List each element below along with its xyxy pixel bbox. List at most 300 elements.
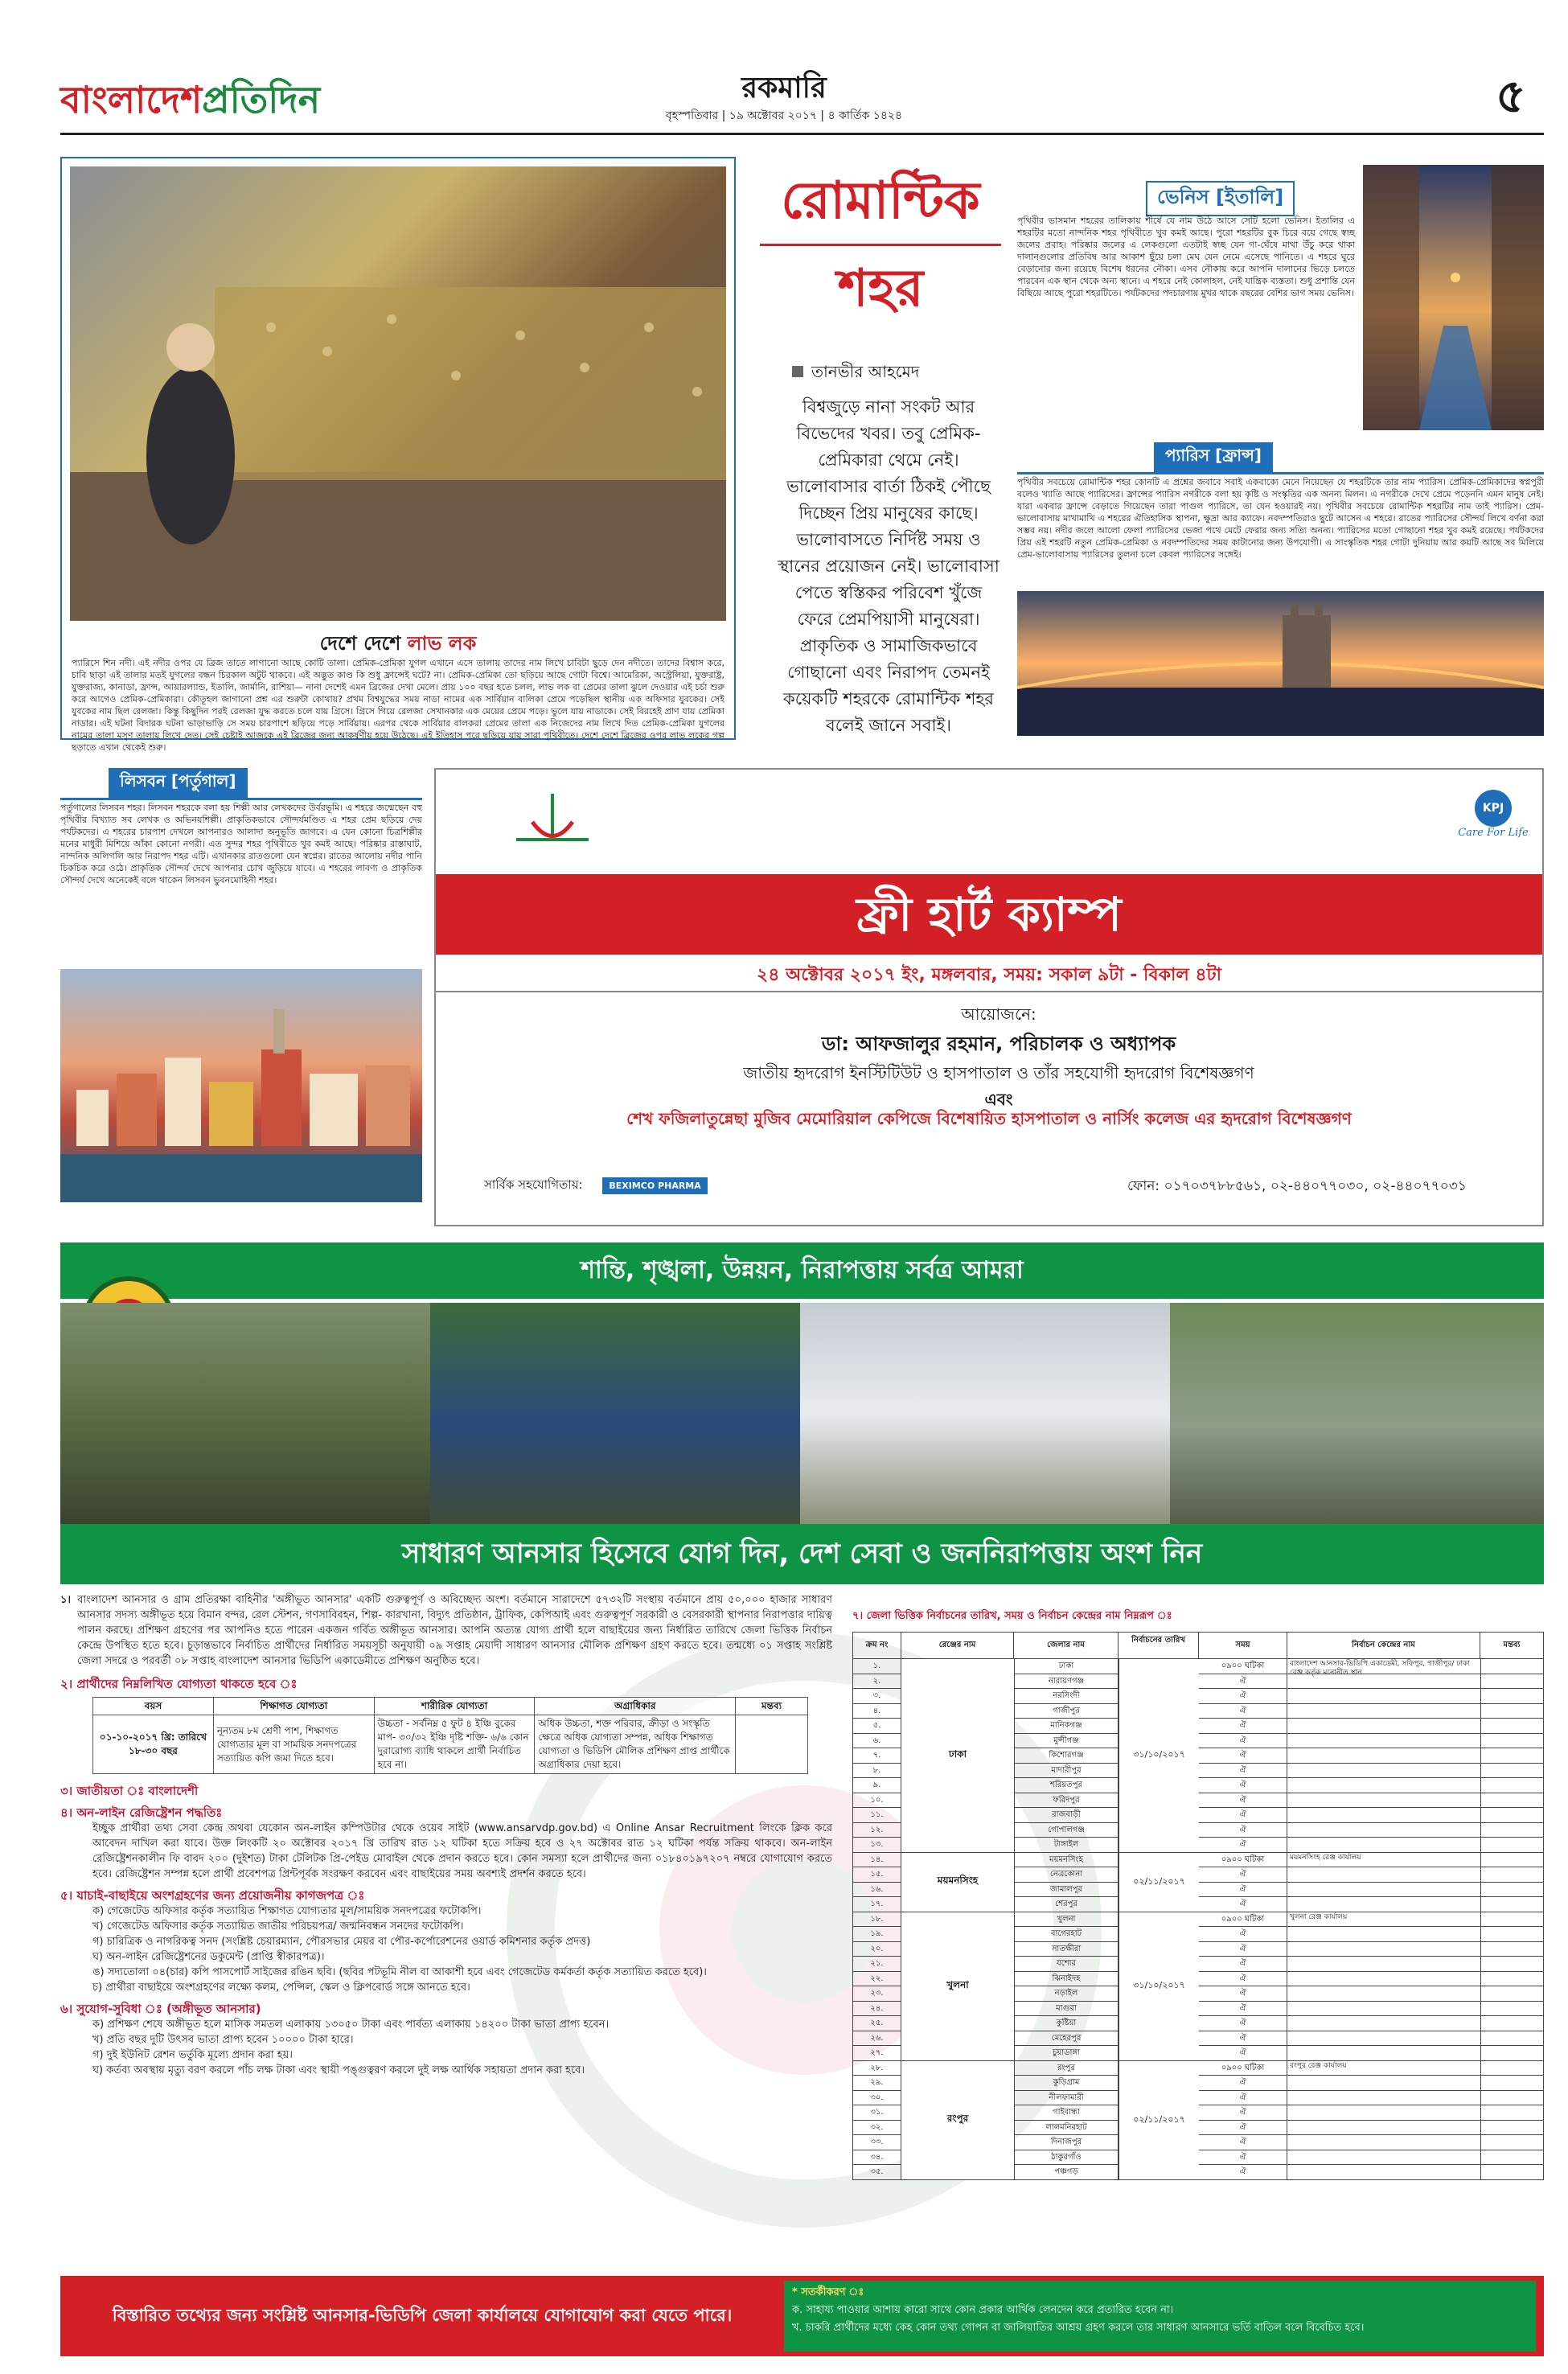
sched-time: ঐ: [1199, 2031, 1287, 2047]
sched-remark-cell: [1480, 1838, 1543, 1853]
paris-illustration: [1017, 591, 1544, 736]
sched-serial: ২৮.: [853, 2061, 901, 2076]
sched-center: [1287, 1957, 1480, 1972]
feature-intro: বিশ্বজুড়ে নানা সংকট আর বিভেদের খবর। তবু প্রেমিক-প্রেমিকারা থেমে নেই। ভালোবাসার বার্তা ঠিকই পৌছে দিচ্ছেন প্রিয় মানুষের কাছে। ভালোবাসতে নির্দিষ্ট সময় ও স্থানের প্রয়োজন নেই। ভালোবাসা পেতে স্বস্তিকর পরিবেশ খুঁজে ফেরে প্রেমপিয়াসী মানুষেরা। প্রাকৃতিক ও সামাজিকভাবে গোছানো এবং নিরাপদ তেমনই কয়েকটি শহরকে রোমান্টিক শহর বলেই জানে সবাই।: [778, 397, 999, 735]
sched-center: [1287, 1748, 1480, 1764]
sched-district: সাতক্ষীরা: [1014, 1942, 1119, 1957]
lisbon-box: [60, 768, 422, 1226]
sched-time: ঐ: [1199, 2076, 1287, 2091]
sched-serial: ২.: [853, 1674, 901, 1690]
sched-date: ৩১/১০/২০১৭: [1119, 1912, 1199, 2061]
sched-district: কুষ্টিয়া: [1014, 2016, 1119, 2031]
lisbon-illustration: [60, 969, 422, 1202]
warning-item-2: খ. চাকরি প্রার্থীদের মধ্যে কেহ কোন তথ্য গোপন বা জালিয়াতির আশ্রয় গ্রহণ করলে তার সাধারণ আনসারে ভর্তি বাতিল বলে বিবেচিত হবে।: [792, 2322, 1365, 2334]
lovelock-title-a: দেশে দেশে: [319, 632, 408, 655]
sched-range: ময়মনসিংহ: [901, 1853, 1014, 1912]
schedule-header-row: [852, 1632, 1544, 1659]
sched-district: শেরপুর: [1014, 1897, 1119, 1912]
sched-center: [1287, 1704, 1480, 1719]
schedule-grid: [852, 1632, 1544, 2180]
sched-time: ঐ: [1199, 2002, 1287, 2017]
page-number: ৫: [1496, 68, 1526, 123]
ansar-photo-traffic: [1170, 1303, 1544, 1524]
sched-district: রংপুর: [1014, 2061, 1119, 2076]
sched-time: ঐ: [1199, 1748, 1287, 1764]
venice-box: [1017, 157, 1544, 434]
sched-remark-cell: [1480, 2076, 1543, 2091]
sched-time: ঐ: [1199, 2091, 1287, 2106]
sched-h-serial: ক্রম নং: [853, 1633, 901, 1658]
section4-heading: ৪। অন-লাইন রেজিষ্ট্রেশন পদ্ধতিঃ: [60, 1805, 223, 1820]
sched-time: ০৯০০ ঘটিকা: [1199, 1912, 1287, 1928]
sched-district: নীলফামারী: [1014, 2091, 1119, 2106]
paris-body: পৃথিবীর সবচেয়ে রোমান্টিক শহর কোনটি এ প্রশ্নের জবাবে সবাই একবাক্যে মেনে নিয়েছেন যে শহরটিকে তার নাম প্যারিস। প্রেমিক-প্রেমিকাদের স্বপ্নপুরী বলেও খ্যাতি আছে প্যারিসের। ফ্রান্সের প্যারিস নগরীকে বলা হয় কৃষ্টি ও সংস্কৃতির এক অনন্য মিলন। এ নগরীকে দেখে প্রেমে পড়েননি এমন মানুষ নেই। যারা একবার ফ্রান্সে বেড়াতে গিয়েছেন তারা পাগুল প্যারিসে, তা যেন হওয়ারই নয়। পৃথিবীর সবচেয়ে রোমান্টিক শহরটির নাম তাই প্যারিস। প্রেম-ভালোবাসায় মাখামাখি এ শহরের ঐতিহাসিক স্থাপনা, ক্ষুদ্রা আর ক্যাফে। নবদম্পতিরাও ছুটে আসেন এ শহরে। রাতের প্যারিসের সৌন্দর্য লিখে বর্ণনা করা সম্ভব নয়। নদীর জলে আলো ফেলা প্যারিসের ভেজা পথে মেটে ফেরার জন্য সত্যি অনন্য। প্যারিসের মতো গোছানো শহর খুব কমই রয়েছে। পর্যটকদের প্রিয় এই শহরটি নতুন প্রেমিক-প্রেমিকা ও নবদম্পতিদের সময় কাটানোর জন্য উপযোগী। এ সাংস্কৃতিক শহর গোটা দুনিয়ায় আর কয়টি আছে সব মিলিয়ে প্রেম-ভালোবাসায় প্যারিসের তুলনা চলে কেবল প্যারিসের সঙ্গেই।: [1017, 477, 1544, 560]
lovelock-title-b: লাভ লক: [407, 632, 477, 655]
sched-remark-cell: [1480, 1823, 1543, 1838]
sched-center: [1287, 2121, 1480, 2136]
qual-header-physical: শারীরিক যোগ্যতা: [374, 1698, 535, 1715]
lovelock-illustration: [70, 166, 726, 621]
sched-serial: ২৩.: [853, 1986, 901, 2002]
sched-time: ঐ: [1199, 2165, 1287, 2180]
sched-remark-cell: [1480, 1942, 1543, 1957]
sched-remark-cell: [1480, 1883, 1543, 1898]
sched-remark-cell: [1480, 1778, 1543, 1793]
sched-h-date: নির্বাচনের তারিখ: [1119, 1633, 1199, 1658]
sched-remark-cell: [1480, 1689, 1543, 1704]
sched-serial: ২২.: [853, 1972, 901, 1987]
sched-serial: ৩৪.: [853, 2150, 901, 2166]
byline-name: তানভীর আহমেদ: [811, 362, 920, 381]
ansar-photo-parade: [60, 1303, 430, 1524]
sched-time: ঐ: [1199, 2105, 1287, 2121]
sched-district: দিনাজপুর: [1014, 2135, 1119, 2150]
sched-time: ঐ: [1199, 1808, 1287, 1823]
sched-time: ঐ: [1199, 1897, 1287, 1912]
section6-heading: ৬। সুযোগ-সুবিধা ঃ (অঙ্গীভূত আনসার): [60, 2002, 261, 2016]
sched-time: ঐ: [1199, 2121, 1287, 2136]
sched-range: রংপুর: [901, 2061, 1014, 2180]
heart-camp-banner: [436, 874, 1542, 955]
sched-time: ঐ: [1199, 1927, 1287, 1942]
sched-time: ঐ: [1199, 2135, 1287, 2150]
logo-part2: প্রতিদিন: [202, 78, 321, 121]
lisbon-photo: [60, 969, 422, 1202]
sched-center: [1287, 1823, 1480, 1838]
sched-serial: ১৬.: [853, 1883, 901, 1898]
feature-title-line2: শহর: [837, 259, 924, 318]
sched-district: নারায়ণগঞ্জ: [1014, 1674, 1119, 1690]
sched-remark-cell: [1480, 1748, 1543, 1764]
sched-district: মেহেরপুর: [1014, 2031, 1119, 2047]
kpj-tagline: Care For Life: [1458, 827, 1529, 839]
sched-center: [1287, 2016, 1480, 2031]
section5-item: ঘ) অন-লাইন রেজিষ্ট্রেশনের ডকুমেন্ট (প্রাপ্তি স্বীকারপত্র)।: [92, 1951, 325, 1963]
sched-center: [1287, 1838, 1480, 1853]
sched-district: গাইবান্ধা: [1014, 2105, 1119, 2121]
sched-remark-cell: [1480, 1867, 1543, 1883]
sched-remark-cell: [1480, 2105, 1543, 2121]
sched-time: ঐ: [1199, 1793, 1287, 1809]
section2-heading: ২। প্রার্থীদের নিম্নলিখিত যোগ্যতা থাকতে হবে ঃ: [60, 1677, 298, 1691]
section1-text: বাংলাদেশ আনসার ও গ্রাম প্রতিরক্ষা বাহিনীর 'অঙ্গীভূত আনসার' একটি গুরুত্বপূর্ণ ও অবিচ্ছেদ্য অংশ। বর্তমানে সারাদেশে ৫৭৩২টি সংস্থায় বর্তমানে প্রায় ৫০,০০০ হাজার সাধারণ আনসার সদস্য অঙ্গীভূত হয়ে বিমান বন্দর, রেল স্টেশন, গণসাবিবহন, শিল্প- কারখানা, বিদ্যুৎ প্রতিষ্ঠান, ট্রাফিক, কেপিআই এবং গুরুত্বপূর্ণ সরকারী ও বেসরকারী স্থাপনার নিরাপত্তার দায়িত্ব পালন করছে। প্রশিক্ষণ গ্রহণের পর আপনিও হতে পারেন একজন গর্বিত অঙ্গীভূত আনসার। আপনি অত্যন্ত যোগ্য প্রার্থী হলে বাছাইয়ের জন্য নির্ধারিত তারিখে জেলা ভিত্তিক নির্বাচন কেন্দ্রে উপস্থিত হতে হবে। চূড়ান্তভাবে নির্বাচিত প্রার্থীদের নির্ধারিত সময়সূচী অনুযায়ী ০৯ সপ্তাহ মেয়াদী সাধারণ আনসার মৌলিক প্রশিক্ষণ গ্রহণ করতে হবে। তন্মধ্যে ০১ সপ্তাহ সংশ্লিষ্ট জেলা সদরে ও পরবর্তী ০৮ সপ্তাহ বাংলাদেশ আনসার ভিডিপি একাডেমীতে প্রশিক্ষণ অনুষ্ঠিত হবে।: [77, 1594, 832, 1667]
sched-serial: ৩১.: [853, 2105, 901, 2121]
heart-camp-organizer: [677, 1003, 1320, 1115]
sched-remark-cell: [1480, 2165, 1543, 2180]
sched-district: গাজীপুর: [1014, 1704, 1119, 1719]
sched-serial: ৫.: [853, 1719, 901, 1734]
qual-row: [93, 1715, 808, 1774]
sched-center: [1287, 2002, 1480, 2017]
sched-time: ০৯০০ ঘটিকা: [1199, 2061, 1287, 2076]
sched-time: ঐ: [1199, 1867, 1287, 1883]
kpj-logo: [1457, 790, 1529, 839]
qual-header-remark: মন্তব্য: [736, 1698, 808, 1715]
organizer-name: ডা: আফজালুর রহমান, পরিচালক ও অধ্যাপক: [821, 1033, 1176, 1055]
sched-remark-cell: [1480, 1897, 1543, 1912]
sched-serial: ৪.: [853, 1704, 901, 1719]
kpj-logo-text: KPJ: [1482, 802, 1504, 815]
section6-item: ঘ) কর্তব্য অবস্থায় মৃত্যু বরণ করলে পাঁচ লক্ষ টাকা এবং স্থায়ী পঙ্গুত্বরণ করলে দুই লক্ষ আর্থিক সহায়তা প্রদান করা হবে।: [92, 2064, 585, 2076]
sched-district: মুন্সীগঞ্জ: [1014, 1734, 1119, 1749]
warning-heading: * সতর্কীকরণ ঃ: [792, 2286, 864, 2298]
sched-serial: ১৮.: [853, 1912, 901, 1928]
sched-h-range: রেঞ্জের নাম: [901, 1633, 1014, 1658]
byline-square-icon: [792, 366, 803, 377]
lisbon-header: [60, 768, 422, 800]
sched-district: মানিকগঞ্জ: [1014, 1719, 1119, 1734]
sched-district: যশোর: [1014, 1957, 1119, 1972]
sched-h-center: নির্বাচন কেন্দ্রের নাম: [1287, 1633, 1480, 1658]
sched-district: মাদারীপুর: [1014, 1764, 1119, 1779]
sched-remark-cell: [1480, 1972, 1543, 1987]
qual-priority: অধিক উচ্চতা, শক্ত পরিবার, ক্রীড়া ও সংস্কৃতি ক্ষেত্রে অধিক যোগ্যতা সম্পন্ন, অধিক শিক্ষাগত যোগ্যতা ও ভিডিপি মৌলিক প্রশিক্ষণ প্রাপ্ত প্রার্থীকে অগ্রাধিকার দেয়া হবে।: [535, 1715, 736, 1774]
qual-header-education: শিক্ষাগত যোগ্যতা: [213, 1698, 374, 1715]
sched-district: ফরিদপুর: [1014, 1793, 1119, 1809]
venice-body: পৃথিবীর ভাসমান শহরের তালিকায় শীর্ষে যে নাম উঠে আসে সেটি হলো ভেনিস। ইতালির এ শহরটির মতো নান্দনিক শহর পৃথিবীতে খুব কমই আছে। পুরো শহরটির বুক চিরে বয়ে গেছে স্বচ্ছ জলের প্রবাহ। পরিষ্কার জলের এ লেকগুলো এতটাই স্বচ্ছ যেন গা-ঘেঁষে মাথা উঁচু করে থাকা দালানগুলোর প্রতিবিম্ব আর আকাশ ছুঁয়ে চলা মেঘ যেন নেমে এসেছে পানিতে। এ শহরে ঘুরে বেড়ানোর জন্য রয়েছে বিশেষ ধরনের নৌকা। এসব নৌকায় করে আপনি দালানের ভিড়ে চলতে পারবেন এক স্থান থেকে অন্য স্থানে। এ শহরে নেই কোলাহল, নেই যান্ত্রিক ব্যস্ততা। শুধু প্রশান্তি যেন বিছিয়ে আছে পুরো শহরটিতে। পর্যটকদের পদচারণায় মুখর থাকে বছরের বেশির ভাগ সময় ভেনিস।: [1017, 216, 1355, 298]
sched-district: বাগেরহাট: [1014, 1927, 1119, 1942]
feature-title: [752, 165, 1009, 325]
sched-district: চুয়াডাঙ্গা: [1014, 2046, 1119, 2061]
sched-serial: ৮.: [853, 1764, 901, 1779]
section5-item: ক) গেজেটেড অফিসার কর্তৃক সত্যায়িত শিক্ষাগত যোগ্যতার মূল/সাময়িক সনদপত্রের ফটোকপি।: [92, 1905, 482, 1917]
lovelock-box: [60, 157, 736, 753]
sched-serial: ১৩.: [853, 1838, 901, 1853]
sched-h-remark: মন্তব্য: [1503, 1641, 1521, 1649]
qual-age: ০১-১০-২০১৭ খ্রি: তারিখে ১৮-৩০ বছর: [93, 1715, 214, 1774]
sched-district: ময়মনসিংহ: [1014, 1853, 1119, 1868]
masthead: [0, 0, 1568, 145]
sched-center: রংপুর রেঞ্জ কার্যালয়: [1290, 2061, 1347, 2070]
sched-serial: ২৯.: [853, 2076, 901, 2091]
sched-remark-cell: [1480, 1986, 1543, 2002]
sched-district: টাঙ্গাইল: [1014, 1838, 1119, 1853]
lovelock-body: প্যারিসে শিন নদী। এই নদীর ওপর যে ব্রিজ তাতে লাগানো আছে কোটি তালা। প্রেমিক-প্রেমিকা যুগল এখানে এসে তালায় তাদের নাম লিখে চাবিটা ছুড়ে দেন নদীতে। তাদের বিশ্বাস করে, চাবি ছাড়া এই তালার মতই যুগলের বন্ধন চিরকাল অটুট থাকবে। এই অদ্ভুত কাণ্ড কি শুধু ফ্রান্সেই ঘটে? না। প্রেমিক-প্রেমিকা তো ছড়িয়ে আছে গোটা বিশ্বে। আমেরিকা, অস্ট্রেলিয়া, যুক্তরাষ্ট্র, যুক্তরাজ্য, কানাডা, ফ্রান্স, আয়ারল্যান্ড, ইতালি, জার্মানি, রাশিয়া— নানা দেশেই এমন ব্রিজের দেখা মেলে। প্রায় ১০০ বছর হতে চলল, লাভ লক বা প্রেমের তালা ঝুলে দেওয়ার এই চর্চা শুরু করে আগেও প্রেমিক-প্রেমিকারা। কৌতূহল জাগানো প্রশ্ন এর শুরুটা কোথায়? প্রথম বিশ্বযুদ্ধের সময় নাডা নামের এক সার্বিয়ান বালিকা প্রেমে পড়েছিল স্থানীয় এক অফিসার যুবকের। সেই যুবকের নাম ছিল রেলজা। কিন্তু কিছুদিন পরই রেলজা যুদ্ধ করতে চলে যায় গ্রিসে। গ্রিসে গিয়ে রেলজা সেখানকার এক মেয়ের প্রেমে পড়ে। ভুলে যায় নাডাকে। সেই বিরহেই প্রাণ যায় প্রেমিকা নাডার। এই ঘটনা বিদারক ঘটনা ভাড়াভাড়ি সে সময় চারপাশে ছড়িয়ে পড়ে সার্বিয়ায়। এরপর থেকে সার্বিয়ার বালকরা প্রেমের তালা এক নিজেদের নাম লিখে দিত প্রেমিক-প্রেমিকা যুগলের নামের তালা মসৃণ তালায় লিখে দেত। সেই চেষ্টাই আজকে এই ব্রিজের জন্য আকর্ষণীয় হয়ে উঠেছে। এই ইতিহাস পরে ছড়িয়ে যায় সারা পৃথিবীতে। দেশে দেশে ব্রিজের ওপর লাভ লকের গল্প ছড়াতে এখান থেকেই শুরু।: [72, 658, 724, 753]
feature-title-line1: রোমান্টিক: [781, 171, 980, 231]
sched-serial: ১২.: [853, 1823, 901, 1838]
venice-illustration: [1363, 165, 1544, 430]
organizer-and: এবং: [984, 1090, 1013, 1109]
footer-left-text: বিস্তারিত তথ্যের জন্য সংশ্লিষ্ট আনসার-ভিডিপি জেলা কার্যালয়ে যোগাযোগ করা যেতে পারে।: [112, 2305, 733, 2325]
qual-physical: উচ্চতা - সর্বনিম্ন ৫ ফুট ৪ ইঞ্চি বুকের মাপ- ৩০/৩২ ইঞ্চি দৃষ্টি শক্তি- ৬/৬ কোন দুরারোগ্য ব্যাধি থাকলে প্রার্থী নির্বাচিত হবে না।: [374, 1715, 535, 1774]
ansar-main-banner: [60, 1524, 1544, 1584]
sched-center: [1287, 1883, 1480, 1898]
sched-time: ঐ: [1199, 1764, 1287, 1779]
section7-heading: ৭। জেলা ভিত্তিক নির্বাচনের তারিখ, সময় ও নির্বাচন কেন্দ্রের নাম নিম্নরূপ ঃ: [852, 1610, 1172, 1622]
sched-time: ঐ: [1199, 1986, 1287, 2002]
ansar-top-banner-text: শান্তি, শৃঙ্খলা, উন্নয়ন, নিরাপত্তায় সর্বত্র আমরা: [581, 1256, 1024, 1284]
sched-serial: ৬.: [853, 1734, 901, 1749]
qual-education: নূন্যতম ৮ম শ্রেণী পাশ, শিক্ষাগত যোগ্যতার মূল বা সাময়িক সনদপত্রের সত্যায়িত কপি জমা দিতে হবে।: [213, 1715, 374, 1774]
sched-date: ৩১/১০/২০১৭: [1119, 1659, 1199, 1853]
sched-center: [1287, 1793, 1480, 1809]
sched-district: কিশোরগঞ্জ: [1014, 1748, 1119, 1764]
sched-district: পঞ্চগড়: [1014, 2165, 1119, 2180]
sched-time: ঐ: [1199, 1689, 1287, 1704]
sched-serial: ২০.: [853, 1942, 901, 1957]
sched-center: [1287, 1808, 1480, 1823]
sched-serial: ৩২.: [853, 2121, 901, 2136]
sched-center: [1287, 2105, 1480, 2121]
venice-photo: [1363, 165, 1544, 430]
section1-num: ১।: [60, 1594, 72, 1606]
sched-time: ঐ: [1199, 1734, 1287, 1749]
sponsor-logo: BEXIMCO PHARMA: [602, 1177, 707, 1194]
sched-remark-cell: [1480, 1957, 1543, 1972]
masthead-rule: [60, 133, 1544, 135]
sched-remark-cell: [1480, 2031, 1543, 2047]
sched-remark-cell: [1480, 2016, 1543, 2031]
section5-heading: ৫। যাচাই-বাছাইয়ে অংশগ্রহণের জন্য প্রয়োজনীয় কাগজপত্র ঃ: [60, 1888, 365, 1903]
lovelock-photo: [70, 166, 726, 621]
sched-time: ঐ: [1199, 1972, 1287, 1987]
sched-time: ঐ: [1199, 1883, 1287, 1898]
qual-remark: [736, 1715, 808, 1774]
sched-remark-cell: [1480, 1927, 1543, 1942]
sched-center: [1287, 1897, 1480, 1912]
sched-serial: ১০.: [853, 1793, 901, 1809]
sched-time: ঐ: [1199, 2016, 1287, 2031]
sched-district: নড়াইল: [1014, 1986, 1119, 2002]
warning-item-1: ক. সাহায্য পাওয়ার আশায় কারো সাথে কোন প্রকার আর্থিক লেনদেন করে প্রতারিত হবেন না।: [792, 2304, 1174, 2316]
sched-district: নেত্রকোনা: [1014, 1867, 1119, 1883]
sched-center: [1287, 1674, 1480, 1690]
sched-remark-cell: [1480, 1674, 1543, 1690]
sched-district: নরসিংদী: [1014, 1689, 1119, 1704]
kpj-logo-icon: [1475, 790, 1512, 827]
section6-item: খ) প্রতি বছর দুটি উৎসব ভাতা প্রাপ্য হবেন ১০০০০ টাকা হারে।: [92, 2034, 354, 2046]
sched-remark-cell: [1480, 1912, 1543, 1928]
organizer-label: আয়োজনে:: [961, 1004, 1036, 1024]
sched-time: ঐ: [1199, 1719, 1287, 1734]
sched-center: [1287, 2076, 1480, 2091]
sched-remark-cell: [1480, 2091, 1543, 2106]
sched-serial: ২৬.: [853, 2031, 901, 2047]
heart-camp-date: ২৪ অক্টোবর ২০১৭ ইং, মঙ্গলবার, সময়: সকাল ৯টা - বিকাল ৪টা: [756, 965, 1222, 985]
sched-district: গোপালগঞ্জ: [1014, 1823, 1119, 1838]
sched-serial: ১৪.: [853, 1853, 901, 1868]
sched-serial: ৩০.: [853, 2091, 901, 2106]
nhi-logo: [500, 786, 605, 850]
heart-institute-logo-icon: [500, 786, 605, 850]
sched-center: [1287, 1734, 1480, 1749]
sched-serial: ২৪.: [853, 2002, 901, 2017]
sched-time: ঐ: [1199, 1778, 1287, 1793]
ansar-right-column: [852, 1608, 1544, 2180]
lisbon-body: পর্তুগালের লিসবন শহর। লিসবন শহরকে বলা হয় শিল্পী আর লেখকদের উর্বরভূমি। এ শহরে জন্মেছেন বহু পৃথিবীর বিখ্যাত সব লেখক ও অভিনয়শিল্পী। প্রাকৃতিকভাবে সৌন্দর্যমণ্ডিত এ শহর প্রেম ছড়িয়ে দেয় পর্যটকদের। এ শহরের চারপাশ দেখলে আপনারও আলাদা অনুভূতি জাগবে। এ যেন কোনো চিত্রশিল্পীর মনের মাধুরী মিশিয়ে আঁকা কোনো নগরী। এত সুন্দর শহর পৃথিবীতে খুব কমই আছে। পরিষ্কার রাস্তাঘাট, নান্দনিক অলিগলি আর নিরাপদ শহর এটি। এখানকার রাতগুলো যেন স্বপ্নের। রাতের আলোয় নদীর পানি চিকচিক করে ওঠে। প্রাকৃতিক সৌন্দর্য দেখে আপনার চোখ জুড়িয়ে যাবে। এ শহরের লাবণ্য ও প্রাকৃতিক সৌন্দর্য দেখে অনেকেই বলে থাকেন লিসবন ভুবনমোহিনী শহর।: [60, 803, 422, 885]
sched-district: লালমনিরহাট: [1014, 2121, 1119, 2136]
section6-item: ক) প্রশিক্ষণ শেষে অঙ্গীভূত হলে মাসিক সমতল এলাকায় ১৩০৫০ টাকা এবং পার্বত্য এলাকায় ১৪২০০ টাকা ভাতা প্রাপ্য হবেন।: [92, 2019, 610, 2031]
dateline: বৃহস্পতিবার | ১৯ অক্টোবর ২০১৭ | ৪ কার্তিক ১৪২৪: [665, 109, 903, 122]
section5-item: খ) গেজেটেড অফিসার কর্তৃক সত্যায়িত জাতীয় পরিচয়পত্র/ জন্মনিবন্ধন সনদের ফটোকপি।: [92, 1920, 464, 1932]
sched-district: ঢাকা: [1014, 1659, 1119, 1674]
ansar-photo-firing: [430, 1303, 800, 1524]
sched-time: ঐ: [1199, 1704, 1287, 1719]
sched-serial: ১.: [853, 1659, 901, 1674]
sched-remark-cell: [1480, 2121, 1543, 2136]
section5-item: গ) চারিত্রিক ও নাগরিকত্ব সনদ (সংশ্লিষ্ট চেয়ারম্যান, পৌরসভার মেয়র বা পৌর-কর্পোরেশনের ওয়ার্ড কমিশনার কর্তৃক প্রদত্ত): [92, 1936, 591, 1948]
section6-list: [60, 2017, 832, 2078]
sched-serial: ১১.: [853, 1808, 901, 1823]
sched-remark-cell: [1480, 1808, 1543, 1823]
sched-time: ০৯০০ ঘটিকা: [1199, 1853, 1287, 1868]
sched-serial: ৭.: [853, 1748, 901, 1764]
feature-title-rule: [760, 244, 1001, 246]
sched-center: বাংলাদেশ আনসার-ভিডিপি একাডেমী, সফিপুর, গাজীপুর/ ঢাকা রেঞ্জ কর্তৃক মনোনীত স্থান: [1290, 1660, 1470, 1677]
sched-remark-cell: [1480, 2002, 1543, 2017]
sched-time: ঐ: [1199, 1957, 1287, 1972]
sched-remark-cell: [1480, 2046, 1543, 2061]
section3: ৩। জাতীয়তা ঃ বাংলাদেশী: [60, 1784, 199, 1798]
ansar-photo-fire-drill: [800, 1303, 1170, 1524]
sched-serial: ২৫.: [853, 2016, 901, 2031]
section4-text: ইচ্ছুক প্রার্থীরা তথ্য সেবা কেন্দ্র অথবা যেকোন অন-লাইন কম্পিউটার থেকে ওয়েব সাইট (www.ansarvdp.gov.bd) এ Online Ansar Recruitment লিংকে ক্লিক করে আবেদন দাখিল করা যাবে। উক্ত লিংকটি ২০ অক্টোবর ২০১৭ খ্রি তারিখ রাত ১২ ঘটিকা হতে সক্রিয় হবে ও ২৭ অক্টোবর রাত ১২ ঘটিকা পর্যন্ত সক্রিয় থাকবে। অন-লাইন রেজিষ্ট্রেশনকালীন ফি বাবদ ২০০ (দুইশত) টাকা টেলিটক প্রি-পেইড মোবাইল থেকে প্রদান করতে হবে। কোন সমস্যা হলে প্রার্থীদের জন্য ০১৮৪০১৯৭২০৭ নম্বরে যোগাযোগ করতে হবে। রেজিষ্ট্রেশন সম্পন্ন হলে প্রার্থী প্রবেশপত্র প্রিন্টপূর্বক সংরক্ষণ করবেন এবং বাছাইয়ের সময় অবশ্যই প্রদর্শন করতে হবে।: [92, 1822, 832, 1880]
section-name: রকমারি: [741, 72, 827, 105]
sched-center: [1287, 2165, 1480, 2180]
organizer-institute: জাতীয় হৃদরোগ ইনস্টিটিউট ও হাসপাতাল ও তাঁর সহযোগী হৃদরোগ বিশেষজ্ঞগণ: [743, 1063, 1254, 1082]
sched-time: ঐ: [1199, 2150, 1287, 2166]
heart-camp-title: ফ্রী হার্ট ক্যাম্প: [856, 887, 1122, 942]
sched-remark-cell: [1480, 1734, 1543, 1749]
sched-remark-cell: [1480, 1659, 1543, 1674]
heart-camp-divider: [436, 991, 1542, 992]
section5-item: চ) প্রার্থীরা বাছাইয়ে অংশগ্রহণের লক্ষ্যে কলম, পেন্সিল, স্কেল ও ক্লিপবোর্ড সঙ্গে আনতে হবে।: [92, 1982, 470, 1994]
sched-center: [1287, 2150, 1480, 2166]
sched-serial: ১৭.: [853, 1897, 901, 1912]
sched-center: [1287, 2135, 1480, 2150]
sched-remark-cell: [1480, 2150, 1543, 2166]
sched-center: [1287, 1764, 1480, 1779]
heart-camp-partner: শেখ ফজিলাতুন্নেছা মুজিব মেমোরিয়াল কেপিজে বিশেষায়িত হাসপাতাল ও নার্সিং কলেজ এর হৃদরোগ বিশেষজ্ঞগণ: [626, 1109, 1352, 1128]
heart-camp-phone: ফোন: ০১৭০৩৭৮৮৫৬১, ০২-৪৪০৭৭০৩০, ০২-৪৪০৭৭০৩১: [1127, 1178, 1467, 1194]
venice-title: ভেনিস [ইতালি]: [1146, 181, 1295, 216]
sched-center: [1287, 1986, 1480, 2002]
sched-time: ঐ: [1199, 1942, 1287, 1957]
sched-center: [1287, 1972, 1480, 1987]
sched-h-district: জেলার নাম: [1014, 1633, 1119, 1658]
ansar-left-column: [60, 1592, 832, 2252]
sched-date: ০২/১১/২০১৭: [1119, 1853, 1199, 1912]
sched-remark-cell: [1480, 1704, 1543, 1719]
sched-remark-cell: [1480, 1764, 1543, 1779]
qual-header-priority: অগ্রাধিকার: [535, 1698, 736, 1715]
byline: [792, 360, 919, 387]
sched-district: মাগুরা: [1014, 2002, 1119, 2017]
sched-serial: ১৯.: [853, 1927, 901, 1942]
sched-time: ঐ: [1199, 2046, 1287, 2061]
sched-time: ০৯০০ ঘটিকা: [1199, 1659, 1287, 1674]
sched-remark-cell: [1480, 2061, 1543, 2076]
sched-district: খুলনা: [1014, 1912, 1119, 1928]
sched-serial: ১৫.: [853, 1867, 901, 1883]
sched-district: রাজবাড়ী: [1014, 1808, 1119, 1823]
sched-district: কুড়িগ্রাম: [1014, 2076, 1119, 2091]
sched-district: ঠাকুরগাঁও: [1014, 2150, 1119, 2166]
sched-serial: ৩৩.: [853, 2135, 901, 2150]
sched-remark-cell: [1480, 1853, 1543, 1868]
section5-item: ঙ) সদ্যতোলা ০৪(চার) কপি পাসপোর্ট সাইজের রঙিন ছবি। (ছবির পটভূমি নীল বা আকাশী হবে এবং গেজেটেড কর্মকর্তা কর্তৃক সত্যায়িত করতে হবে)।: [92, 1966, 707, 1978]
sched-time: ঐ: [1199, 1838, 1287, 1853]
qual-header-age: বয়স: [93, 1698, 214, 1715]
sched-remark-cell: [1480, 1793, 1543, 1809]
sched-center: [1287, 1689, 1480, 1704]
sched-center: [1287, 1942, 1480, 1957]
ansar-main-banner-text: সাধারণ আনসার হিসেবে যোগ দিন, দেশ সেবা ও জননিরাপত্তায় অংশ নিন: [401, 1538, 1203, 1570]
sched-serial: ৩৫.: [853, 2165, 901, 2180]
sched-center: [1287, 2031, 1480, 2047]
sched-serial: ৯.: [853, 1778, 901, 1793]
sched-h-time: সময়: [1199, 1633, 1287, 1658]
sched-center: [1287, 1867, 1480, 1883]
sponsor-label: সার্বিক সহযোগিতায়:: [484, 1177, 583, 1192]
sched-serial: ২১.: [853, 1957, 901, 1972]
sched-range: ঢাকা: [901, 1659, 1014, 1853]
sched-district: ঝিনাইদহ: [1014, 1972, 1119, 1987]
sched-time: ঐ: [1199, 1674, 1287, 1690]
sched-center: [1287, 2046, 1480, 2061]
sponsor-row: [484, 1176, 708, 1196]
sched-serial: ৩.: [853, 1689, 901, 1704]
paris-title: প্যারিস [ফ্রান্স]: [1154, 442, 1273, 472]
lovelock-title: [62, 629, 734, 661]
paris-header: [1017, 442, 1544, 474]
sched-district: শরিয়তপুর: [1014, 1778, 1119, 1793]
newspaper-logo: [60, 72, 320, 133]
paris-box: [1017, 442, 1544, 740]
sched-center: ময়মনসিংহ রেঞ্জ কার্যালয়: [1290, 1853, 1361, 1862]
ansar-top-banner: [60, 1242, 1544, 1299]
lisbon-title: লিসবন [পর্তুগাল]: [109, 768, 248, 798]
sched-remark-cell: [1480, 1719, 1543, 1734]
sched-center: [1287, 1719, 1480, 1734]
footer-right-box: [784, 2281, 1536, 2351]
sched-center: [1287, 2091, 1480, 2106]
sched-district: জামালপুর: [1014, 1883, 1119, 1898]
section5-list: [60, 1904, 832, 1995]
section1: [60, 1592, 832, 1669]
qualification-table: [92, 1697, 808, 1774]
heart-camp-ad: [434, 768, 1544, 1226]
sched-date: ০২/১১/২০১৭: [1119, 2061, 1199, 2180]
sched-center: খুলনা রেঞ্জ কার্যালয়: [1290, 1912, 1348, 1921]
sched-range: খুলনা: [901, 1912, 1014, 2061]
section6-item: গ) দুই ইউনিট রেশন ভর্তুকি মূল্যে প্রদান করা হয়।: [92, 2049, 293, 2061]
sched-center: [1287, 1778, 1480, 1793]
logo-part1: বাংলাদেশ: [60, 78, 203, 121]
sched-remark-cell: [1480, 2135, 1543, 2150]
sched-serial: ২৭.: [853, 2046, 901, 2061]
sched-time: ঐ: [1199, 1823, 1287, 1838]
